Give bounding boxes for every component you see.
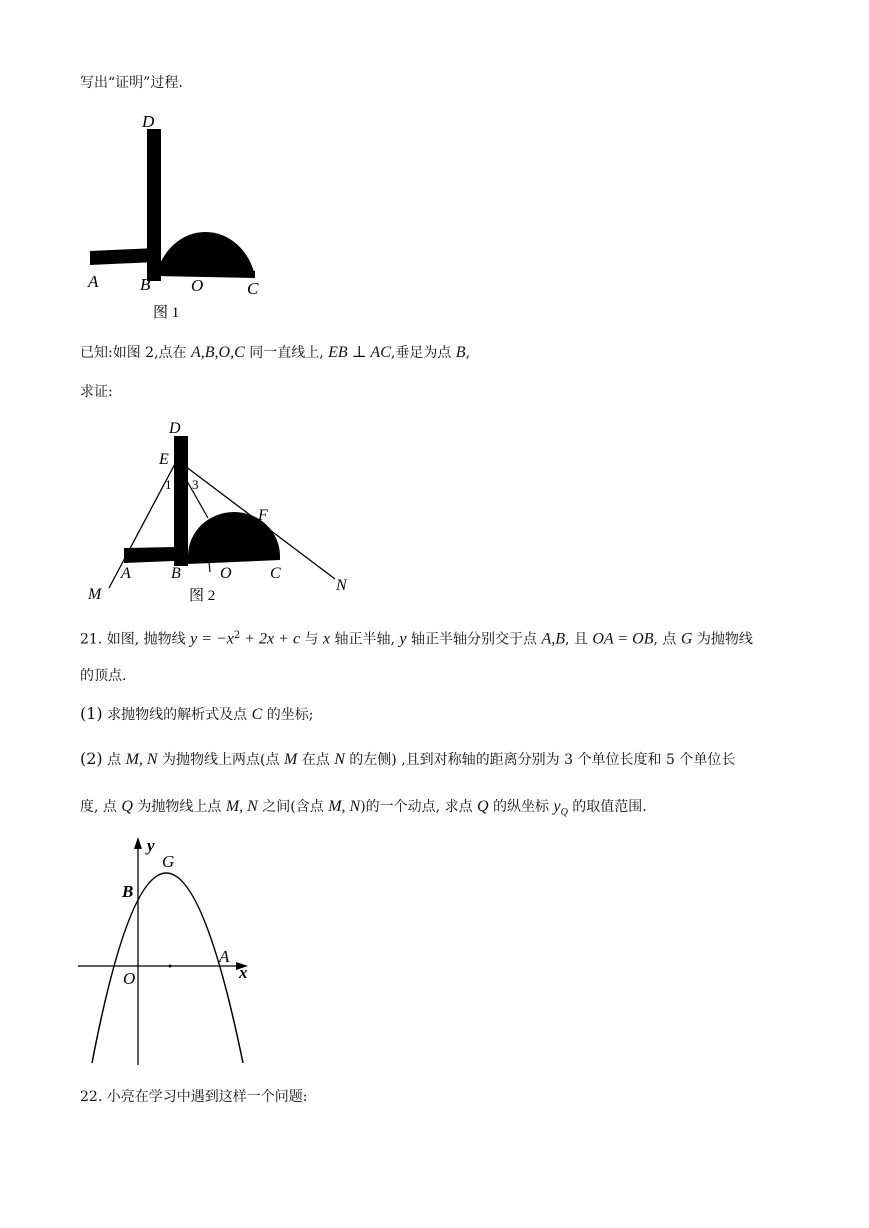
instruction-text: 写出“证明”过程. [80, 75, 183, 91]
fig1-label-c: C [247, 279, 259, 298]
fig1-base-bar [90, 248, 156, 265]
q21-part1: (1) 求抛物线的解析式及点 C 的坐标; [80, 704, 314, 723]
fig3-label-o: O [123, 969, 136, 988]
q21-part2-line2: 度, 点 Q 为抛物线上点 M, N 之间(含点 M, N)的一个动点, 求点 Q 的纵坐标 $y_Q$ 的取值范围. [80, 798, 647, 818]
given-statement: 已知:如图 2,点在 A,B,O,C 同一直线上, EB ⊥ AC,垂足为点 B, [80, 344, 471, 361]
fig2-vertical-bar [174, 436, 188, 566]
y-axis-arrow [134, 837, 142, 849]
fig3-label-b: B [122, 882, 134, 901]
fig2-label-1: 1 [165, 477, 172, 492]
fig2-caption: 图 2 [189, 588, 216, 604]
fig1-label-a: A [88, 272, 99, 291]
fig1-label-d: D [142, 112, 155, 131]
fig3-label-x: x [239, 963, 248, 982]
figure-3-parabola [70, 835, 270, 1070]
fig2-label-a: A [121, 565, 131, 582]
fig3-label-a: A [219, 947, 230, 966]
fig3-label-g: G [162, 852, 175, 871]
fig2-label-d: D [169, 420, 181, 437]
q22-stem: 22. 小亮在学习中遇到这样一个问题: [80, 1089, 308, 1105]
fig2-label-3: 3 [192, 477, 199, 492]
fig1-label-o: O [191, 276, 204, 295]
fig2-tick-o [209, 562, 210, 572]
fig2-base-bar [124, 547, 174, 563]
figure-2 [80, 412, 370, 612]
fig3-label-y: y [147, 836, 155, 855]
fig1-label-b: B [140, 275, 151, 294]
figure-1 [80, 105, 280, 325]
fig2-flat-base [188, 556, 280, 564]
parabola-curve [92, 873, 243, 1063]
fig2-label-c: C [270, 565, 281, 582]
q21-stem-line1: 21. 如图, 抛物线 $y = -x^2 + 2x + c$ 与 x 轴正半轴, y 轴正半轴分别交于点 A,B, 且 OA = OB, 点 G 为抛物线 [80, 630, 753, 648]
prove-label: 求证: [80, 384, 113, 400]
fig2-label-m: M [88, 586, 102, 603]
fig2-label-b: B [171, 565, 181, 582]
fig2-label-o: O [220, 565, 232, 582]
fig2-label-n: N [336, 577, 347, 594]
fig1-caption: 图 1 [153, 305, 180, 321]
q21-part2-line1: (2) 点 M, N 为抛物线上两点(点 M 在点 N 的左侧) ,且到对称轴的距离分别为 3 个单位长度和 5 个单位长 [80, 749, 736, 768]
fig2-label-e: E [159, 451, 169, 468]
q21-stem-line2: 的顶点. [80, 668, 127, 684]
fig2-label-f: F [258, 507, 268, 524]
axis-tick-point [169, 965, 172, 968]
